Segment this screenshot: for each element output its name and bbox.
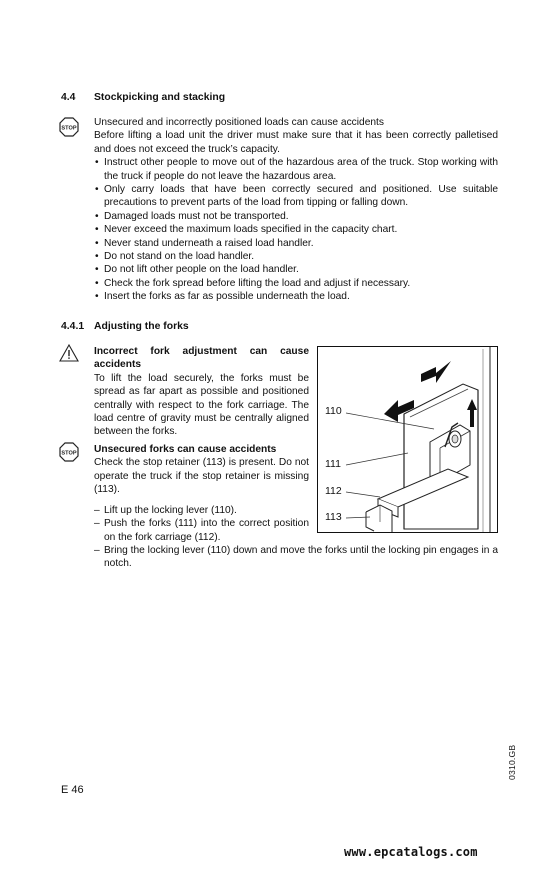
stop-icon-text: STOP xyxy=(61,125,77,132)
subsection-number: 4.4.1 xyxy=(61,321,85,332)
list-item: • Do not stand on the load handler. xyxy=(94,250,498,263)
section-number: 4.4 xyxy=(61,92,76,103)
step-list xyxy=(94,504,309,544)
fork-illustration xyxy=(318,347,498,533)
step-item: – Push the forks (111) into the correct position on the fork carriage (112). xyxy=(94,517,309,544)
footer-url[interactable]: www.epcatalogs.com xyxy=(344,845,478,859)
fork-diagram xyxy=(317,346,498,533)
list-item: • Check the fork spread before lifting the load and adjust if necessary. xyxy=(94,277,498,290)
stop-block-unsecured-forks xyxy=(94,443,309,497)
caution-block-fork-adjustment xyxy=(94,345,309,439)
intro-paragraph: Before lifting a load unit the driver must make sure that it has been correctly palletised and does not exceed the truck’s capacity. xyxy=(94,130,498,155)
list-item: • Insert the forks as far as possible underneath the load. xyxy=(94,290,498,303)
callout-112: 112 xyxy=(325,485,342,497)
list-item: • Damaged loads must not be transported. xyxy=(94,210,498,223)
list-item: • Do not lift other people on the load handler. xyxy=(94,263,498,276)
list-item: • Only carry loads that have been correctly secured and positioned. Use suitable precautions to prevent parts of the load from tipping or falling down. xyxy=(94,183,498,210)
stop-icon-text: STOP xyxy=(61,450,77,457)
caution-heading: Incorrect fork adjustment can cause accidents xyxy=(94,346,309,371)
list-item: • Instruct other people to move out of the hazardous area of the truck. Stop working with the truck if people do not leave the hazardous area. xyxy=(94,156,498,183)
callout-110: 110 xyxy=(325,405,342,417)
caution-paragraph: To lift the load securely, the forks must be spread as far apart as possible and positioned centrally with respect to the fork carriage. The load centre of gravity must be centrally aligned between the forks. xyxy=(94,372,309,438)
stop-heading: Unsecured forks can cause accidents xyxy=(94,444,277,455)
warning-block-loads xyxy=(94,116,498,304)
section-title: Stockpicking and stacking xyxy=(94,92,226,103)
step-list xyxy=(94,544,498,571)
stop-paragraph: Check the stop retainer (113) is present. Do not operate the truck if the stop retainer is missing (113). xyxy=(94,457,309,496)
callout-113: 113 xyxy=(325,511,342,523)
step-item: – Bring the locking lever (110) down and move the forks until the locking pin engages in a notch. xyxy=(94,544,498,571)
subsection-title: Adjusting the forks xyxy=(94,321,189,332)
callout-111: 111 xyxy=(325,458,341,470)
page-number: E 46 xyxy=(61,784,84,796)
warning-triangle-icon xyxy=(59,344,79,366)
safety-bullet-list xyxy=(94,156,498,303)
list-item: • Never exceed the maximum loads specified in the capacity chart. xyxy=(94,223,498,236)
steps-block-b xyxy=(94,544,498,571)
list-item: • Never stand underneath a raised load handler. xyxy=(94,237,498,250)
step-item: – Lift up the locking lever (110). xyxy=(94,504,309,517)
stop-sign-icon xyxy=(59,117,79,141)
document-id: 0310.GB xyxy=(507,744,517,780)
stop-sign-icon xyxy=(59,442,79,466)
steps-block-a xyxy=(94,504,309,544)
warning-heading: Unsecured and incorrectly positioned loads can cause accidents xyxy=(94,117,384,128)
